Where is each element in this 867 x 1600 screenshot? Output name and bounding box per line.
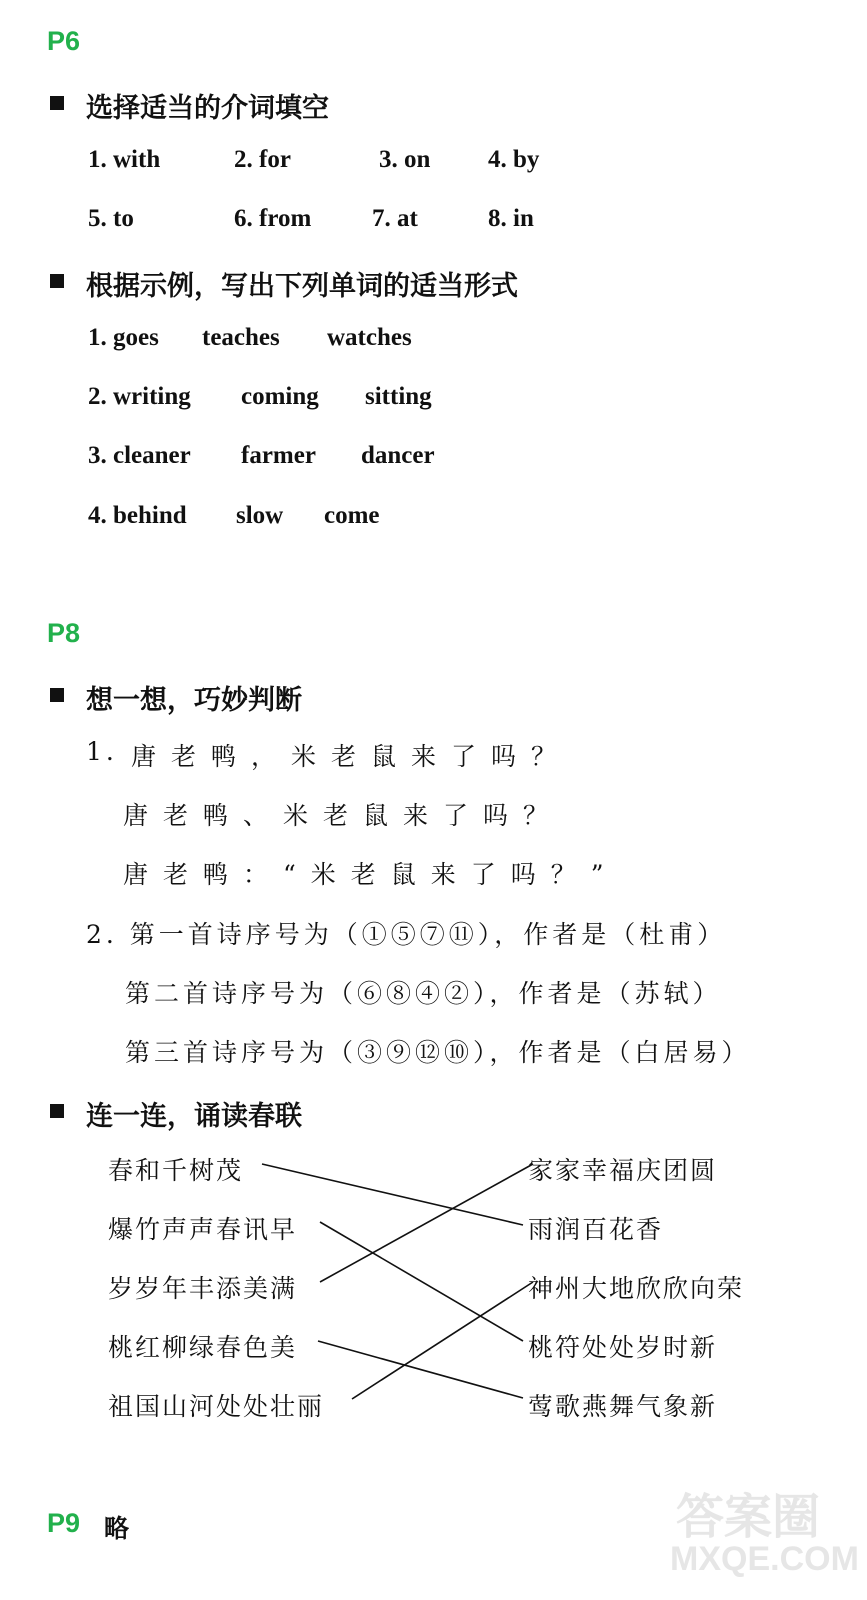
punctuation-answer: 唐老鸭、米老鼠来了吗？ xyxy=(123,801,564,830)
match-line-4 xyxy=(318,1341,523,1398)
answer-item: teaches xyxy=(202,324,280,351)
answer-item: come xyxy=(324,502,380,529)
couplet-right: 神州大地欣欣向荣 xyxy=(528,1274,745,1303)
answer-item: 4. behind xyxy=(88,502,187,529)
answer-item: 1. goes xyxy=(88,324,159,351)
p9-answer: 略 xyxy=(104,1514,134,1543)
couplet-right: 雨润百花香 xyxy=(528,1215,664,1244)
punctuation-answer: 唐老鸭：“米老鼠来了吗？” xyxy=(123,860,619,889)
answer-item: 4. by xyxy=(488,146,540,173)
answer-item: dancer xyxy=(361,442,435,469)
couplet-left: 祖国山河处处壮丽 xyxy=(108,1392,325,1421)
answer-item: 5. to xyxy=(88,205,134,232)
page-label-p6: P6 xyxy=(47,26,81,56)
item-number: 1. xyxy=(86,737,118,766)
poem-answer: 2. 第一首诗序号为（①⑤⑦⑪），作者是（杜甫） xyxy=(86,920,727,949)
match-line-3 xyxy=(320,1164,533,1282)
answer-item: coming xyxy=(241,383,319,410)
answer-item: 7. at xyxy=(372,205,418,232)
answer-item: 2. for xyxy=(234,146,291,173)
match-line-2 xyxy=(320,1222,523,1341)
watermark-url: MXQE.COM xyxy=(670,1540,859,1578)
couplet-right: 莺歌燕舞气象新 xyxy=(528,1392,718,1421)
couplet-left: 桃红柳绿春色美 xyxy=(108,1333,298,1362)
answer-item: sitting xyxy=(365,383,432,410)
couplet-right: 家家幸福庆团圆 xyxy=(528,1156,718,1185)
watermark-logo: 答案圈 xyxy=(676,1491,821,1544)
answer-item: farmer xyxy=(241,442,316,469)
answer-item: 2. writing xyxy=(88,383,191,410)
couplet-right: 桃符处处岁时新 xyxy=(528,1333,718,1362)
match-line-1 xyxy=(262,1164,523,1225)
couplet-left: 春和千树茂 xyxy=(108,1156,244,1185)
answer-item: 3. on xyxy=(379,146,431,173)
page-label-p9: P9 xyxy=(47,1508,81,1538)
answer-item: 3. cleaner xyxy=(88,442,191,469)
couplet-left: 爆竹声声春讯早 xyxy=(108,1215,298,1244)
answer-item: watches xyxy=(327,324,412,351)
answer-item: 1. with xyxy=(88,146,161,173)
answer-item: 6. from xyxy=(234,205,312,232)
couplet-left: 岁岁年丰添美满 xyxy=(108,1274,298,1303)
answer-item: 8. in xyxy=(488,205,534,232)
answer-item: slow xyxy=(236,502,284,529)
page-label-p8: P8 xyxy=(47,618,81,648)
poem-answer: 第二首诗序号为（⑥⑧④②），作者是（苏轼） xyxy=(125,979,722,1008)
match-line-5 xyxy=(352,1282,533,1399)
poem-answer: 第三首诗序号为（③⑨⑫⑩），作者是（白居易） xyxy=(125,1038,751,1067)
punctuation-answer: 唐老鸭，米老鼠来了吗？ xyxy=(131,742,572,771)
